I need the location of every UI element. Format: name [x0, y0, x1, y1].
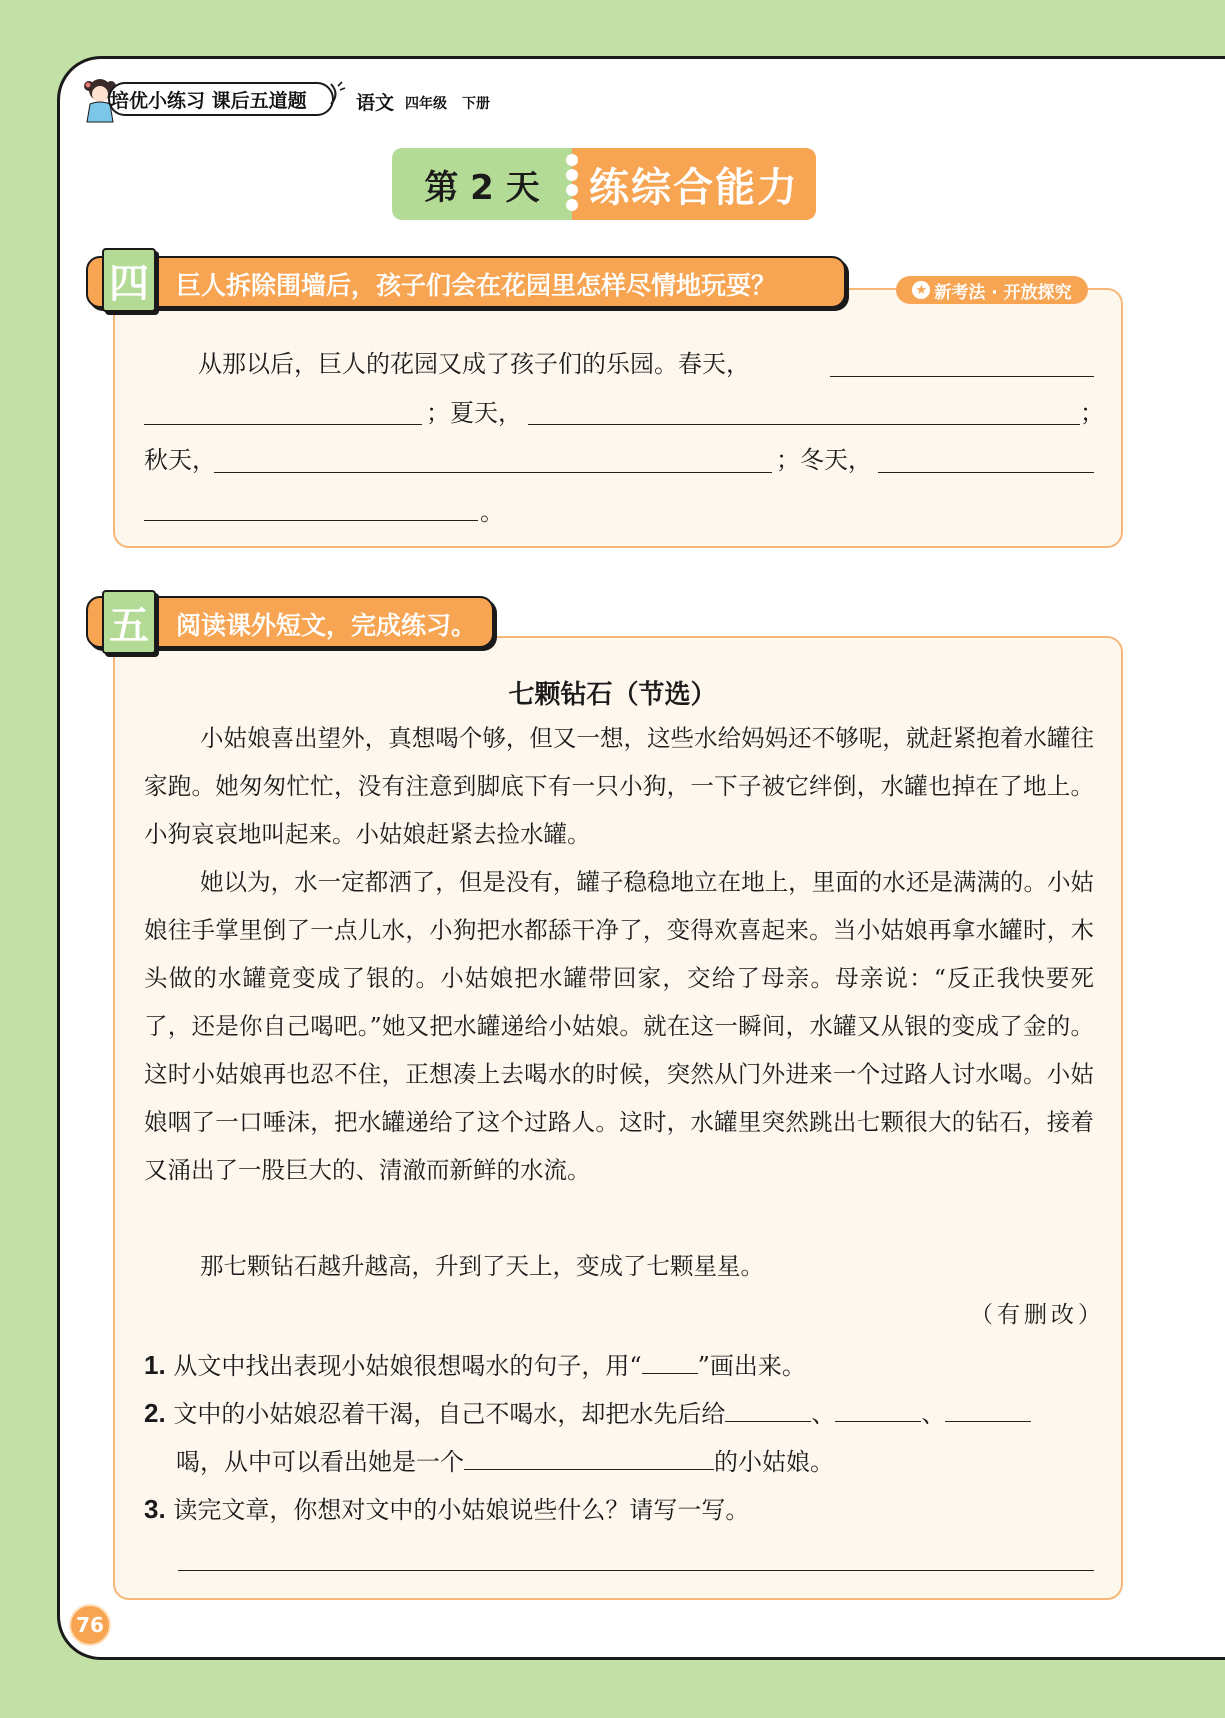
section4-line1: 从那以后，巨人的花园又成了孩子们的乐园。春天， — [198, 350, 750, 378]
question-1-number: 1. — [144, 1350, 166, 1380]
source-note: （有删改） — [970, 1302, 1105, 1328]
section4-number: 四 — [102, 248, 156, 312]
banner-divider-dots — [562, 154, 582, 214]
day-theme: 练综合能力 — [572, 148, 816, 220]
section5-title: 阅读课外短文，完成练习。 — [176, 611, 477, 640]
section5-number: 五 — [102, 590, 156, 654]
section4-title: 巨人拆除围墙后，孩子们会在花园里怎样尽情地玩耍？ — [176, 271, 777, 300]
volume: 下册 — [462, 96, 490, 112]
question-3-number: 3. — [144, 1494, 166, 1524]
question-2-cont: 喝，从中可以看出她是一个 的小姑娘。 — [176, 1448, 834, 1476]
badge-label: 新考法 · 开放探究 — [934, 282, 1072, 303]
day-banner — [392, 148, 816, 220]
winter-label: ；冬天， — [776, 446, 872, 474]
autumn-label: 秋天， — [144, 446, 216, 474]
autumn-blank[interactable] — [214, 472, 772, 473]
question-3: 3. 读完文章，你想对文中的小姑娘说些什么？请写一写。 — [144, 1494, 750, 1524]
section4-box — [113, 288, 1123, 548]
question-2: 2. 文中的小姑娘忍着干渴，自己不喝水，却把水先后给 、 、 — [144, 1394, 1031, 1429]
recipient-blank-1[interactable] — [725, 1401, 811, 1422]
star-icon: ★ — [912, 281, 930, 299]
day-label: 第 2 天 — [392, 148, 572, 220]
recipient-blank-3[interactable] — [945, 1401, 1031, 1422]
book-title: 培优小练习 课后五道题 — [110, 90, 307, 112]
spring-blank[interactable] — [830, 376, 1094, 377]
spring-blank-cont[interactable] — [144, 424, 422, 425]
paragraph-1: 小姑娘喜出望外，真想喝个够，但又一想，这些水给妈妈还不够呢，就赶紧抱着水罐往家跑。她匆匆忙忙，没有注意到脚底下有一只小狗，一下子被它绊倒，水罐也掉在了地上。小狗哀哀地叫起来。小姑娘赶紧去捡水罐。 — [144, 724, 1094, 848]
recipient-blank-2[interactable] — [835, 1401, 921, 1422]
question-2-number: 2. — [144, 1398, 166, 1428]
summer-label: ；夏天， — [426, 399, 522, 427]
paragraph-2: 她以为，水一定都洒了，但是没有，罐子稳稳地立在地上，里面的水还是满满的。小姑娘往手掌里倒了一点儿水，小狗把水都舔干净了，变得欢喜起来。当小姑娘再拿水罐时，木头做的水罐竟变成了银的。小姑娘把水罐带回家，交给了母亲。母亲说：“反正我快要死了，还是你自己喝吧。”她又把水罐递给小姑娘。就在这一瞬间，水罐又从银的变成了金的。这时小姑娘再也忍不住，正想凑上去喝水的时候，突然从门外进来一个过路人讨水喝。小姑娘咽了一口唾沫，把水罐递给了这个过路人。这时，水罐里突然跳出七颗很大的钻石，接着又涌出了一股巨大的、清澈而新鲜的水流。 — [144, 868, 1094, 1184]
passage-title: 七颗钻石（节选） — [508, 680, 717, 710]
summer-blank[interactable] — [528, 424, 1080, 425]
character-blank[interactable] — [464, 1449, 714, 1470]
underline-sample — [642, 1353, 698, 1374]
answer-line[interactable] — [178, 1570, 1094, 1571]
subject: 语文 — [356, 92, 395, 114]
winter-blank-cont[interactable] — [144, 520, 478, 521]
paragraph-3: 那七颗钻石越升越高，升到了天上，变成了七颗星星。 — [200, 1252, 764, 1280]
section4-period: 。 — [480, 498, 504, 526]
question-1: 1. 从文中找出表现小姑娘很想喝水的句子，用“ ”画出来。 — [144, 1350, 806, 1380]
grade: 四年级 — [405, 96, 447, 112]
new-format-badge — [896, 276, 1088, 304]
winter-blank[interactable] — [878, 472, 1094, 473]
sparkle-icon — [328, 80, 346, 108]
summer-end: ； — [1080, 399, 1104, 427]
page-number: 76 — [69, 1604, 111, 1646]
